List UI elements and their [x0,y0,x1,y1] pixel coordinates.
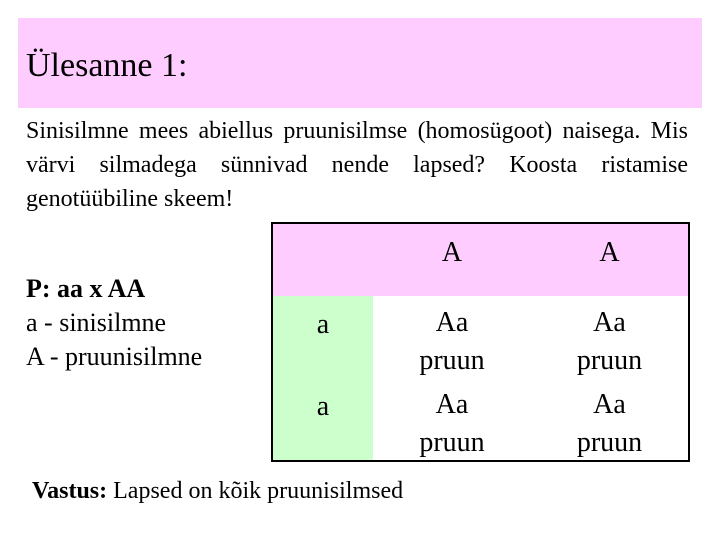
punnett-cell [373,378,531,460]
cell-genotype: Aa [593,307,626,338]
row-header: a [273,296,373,378]
cell-phenotype: pruun [576,345,643,376]
cell-genotype: Aa [435,307,469,338]
cell-phenotype: pruun [419,427,485,458]
answer-text: Lapsed on kõik pruunisilmsed [107,478,404,504]
row-header: a [273,378,373,460]
cell-genotype: Aa [435,389,469,420]
punnett-corner [273,224,373,296]
parents-line: P: aa x AA [26,274,146,303]
punnett-cell [531,296,688,378]
legend-recessive: a - sinisilmne [26,308,167,337]
cell-phenotype: pruun [419,345,485,376]
cross-notation [26,272,202,374]
task-text: Sinisilmne mees abiellus pruunisilmse (homosügoot) naisega. Mis värvi silmadega sünnivad nende lapsed? Koosta ristamise genotüübiline skeem! [26,118,688,212]
punnett-square [271,222,690,462]
title-bar [18,18,702,108]
punnett-cell [373,296,531,378]
legend-dominant: A - pruunisilmne [26,342,203,371]
answer [32,476,403,506]
slide-title: Ülesanne 1: [26,47,188,84]
answer-label: Vastus: [32,478,108,504]
cell-genotype: Aa [593,389,626,420]
col-header: A [373,224,531,296]
col-header: A [531,224,688,296]
punnett-cell [531,378,688,460]
cell-phenotype: pruun [576,427,643,458]
